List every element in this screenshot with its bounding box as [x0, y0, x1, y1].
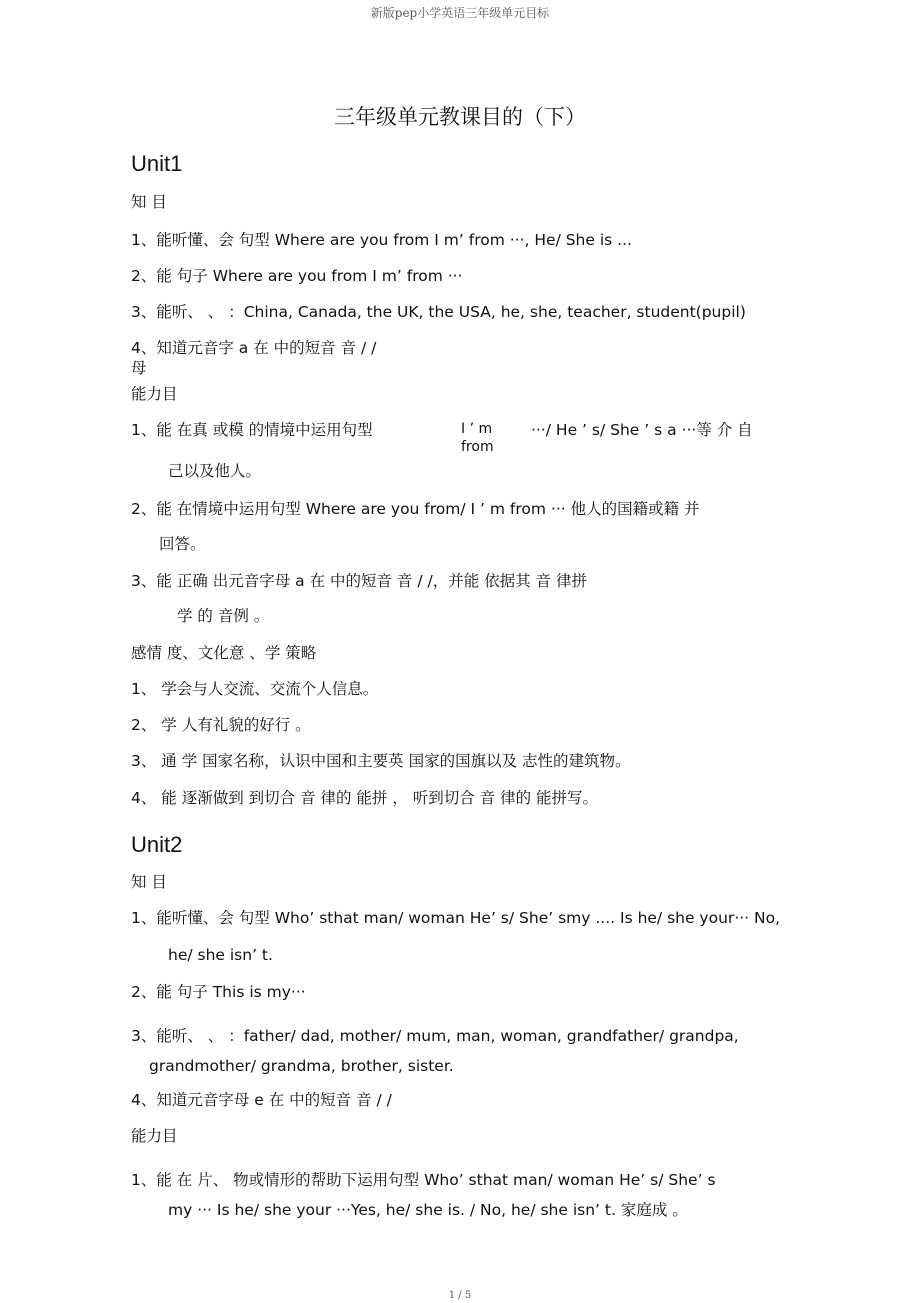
- unit2-knowledge-item-3-cont: grandmother/ grandma, brother, sister.: [149, 1057, 454, 1075]
- unit2-knowledge-heading: 知 目: [131, 873, 167, 891]
- unit1-affect-item-2: 2、 学 人有礼貌的好行 。: [131, 716, 311, 734]
- page-number: 1 / 5: [448, 1290, 472, 1301]
- unit1-ability-heading: 能力目: [131, 385, 178, 403]
- unit1-affect-item-3: 3、 通 学 国家名称，认识中国和主要英 国家的国旗以及 志性的建筑物。: [131, 752, 631, 770]
- document-title: 三年级单元教课目的（下）: [334, 105, 586, 129]
- unit1-knowledge-item-4: 4、知道元音字 a 在 中的短音 音 / /: [131, 339, 377, 357]
- unit2-knowledge-item-3: 3、能听、 、 ：father/ dad, mother/ mum, man, woman, grandfather/ grandpa,: [131, 1027, 739, 1045]
- unit1-ability-item-1-from: from: [461, 439, 494, 455]
- page-header: 新版pep小学英语三年级单元目标: [370, 6, 550, 20]
- unit2-ability-heading: 能力目: [131, 1127, 178, 1145]
- unit1-knowledge-item-3: 3、能听、 、 ：China, Canada, the UK, the USA, he, she, teacher, student(pupil): [131, 303, 746, 321]
- unit1-knowledge-item-1: 1、能听懂、会 句型 Where are you from I m’ from ···, He/ She is ...: [131, 231, 632, 249]
- unit1-ability-item-1-rest: ···/ He ’ s/ She ’ s a ···等 介 自: [531, 421, 753, 439]
- unit1-ability-item-3-cont: 学 的 音例 。: [177, 607, 270, 625]
- unit2-knowledge-item-4: 4、知道元音字母 e 在 中的短音 音 / /: [131, 1091, 392, 1109]
- unit1-ability-item-2: 2、能 在情境中运用句型 Where are you from/ I ’ m from ··· 他人的国籍或籍 并: [131, 500, 700, 518]
- unit1-knowledge-item-4-cont: 母: [131, 359, 147, 377]
- unit1-affect-item-4: 4、 能 逐渐做到 到切合 音 律的 能拼 ， 听到切合 音 律的 能拼写。: [131, 789, 599, 807]
- unit1-ability-item-3: 3、能 正确 出元音字母 a 在 中的短音 音 / /，并能 依据其 音 律拼: [131, 572, 588, 590]
- unit1-knowledge-heading: 知 目: [131, 193, 167, 211]
- unit2-ability-item-1: 1、能 在 片、 物或情形的帮助下运用句型 Who’ sthat man/ woman He’ s/ She’ s: [131, 1171, 716, 1189]
- unit1-ability-item-1-im: I ’ m: [461, 421, 493, 437]
- unit2-knowledge-item-2: 2、能 句子 This is my···: [131, 983, 306, 1001]
- unit1-ability-item-2-cont: 回答。: [159, 535, 206, 553]
- unit2-knowledge-item-1: 1、能听懂、会 句型 Who’ sthat man/ woman He’ s/ She’ smy .... Is he/ she your··· No,: [131, 909, 781, 927]
- unit1-ability-item-1-cont: 己以及他人。: [168, 462, 262, 480]
- unit1-heading: Unit1: [131, 151, 183, 176]
- unit2-heading: Unit2: [131, 832, 183, 857]
- unit2-knowledge-item-1-cont: he/ she isn’ t.: [168, 946, 273, 964]
- unit2-ability-item-1-cont: my ··· Is he/ she your ···Yes, he/ she is. / No, he/ she isn’ t. 家庭成 。: [168, 1201, 688, 1219]
- unit1-affect-heading: 感情 度、文化意 、学 策略: [131, 644, 317, 662]
- unit1-knowledge-item-2: 2、能 句子 Where are you from I m’ from ···: [131, 267, 463, 285]
- unit1-ability-item-1: 1、能 在真 或模 的情境中运用句型: [131, 421, 373, 439]
- unit1-affect-item-1: 1、 学会与人交流、交流个人信息。: [131, 680, 379, 698]
